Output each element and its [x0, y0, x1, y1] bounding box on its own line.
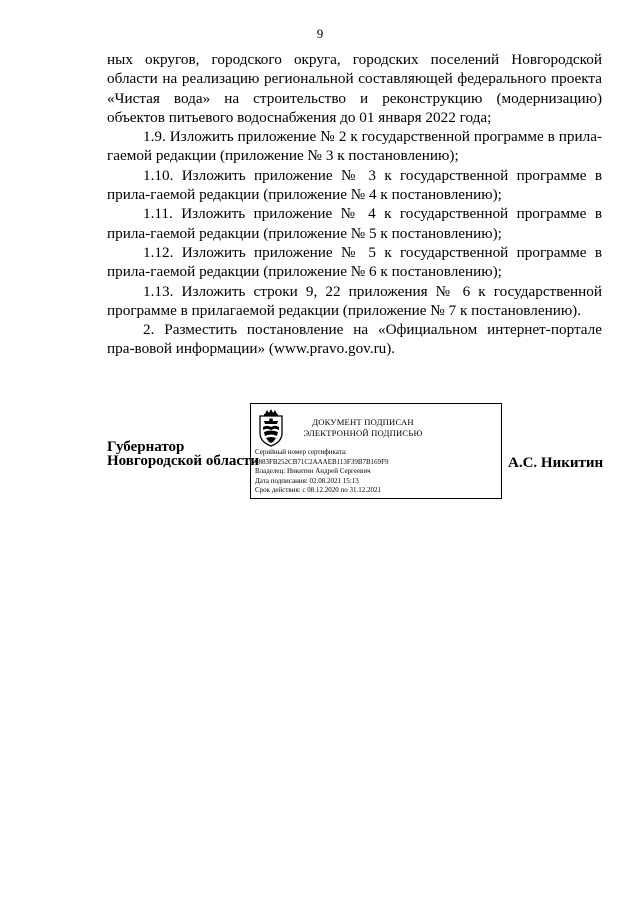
- stamp-owner: Владелец: Никитин Андрей Сергеевич: [255, 467, 371, 476]
- signer-position-line1: Губернатор: [107, 439, 185, 455]
- paragraph-2: 2. Разместить постановление на «Официальном интернет-портале пра-вовой информации» (www.pravo.gov.ru).: [107, 321, 602, 358]
- stamp-title-line2: ЭЛЕКТРОННОЙ ПОДПИСЬЮ: [303, 428, 423, 438]
- paragraph-1-10: 1.10. Изложить приложение № 3 к государственной программе в прила-гаемой редакции (приложение № 4 к постановлению);: [107, 166, 602, 204]
- stamp-validity: Срок действия: с 08.12.2020 по 31.12.2021: [255, 486, 381, 495]
- document-body: [107, 50, 602, 359]
- paragraph-1-13: 1.13. Изложить строки 9, 22 приложения № 6 к государственной программе в прилагаемой редакции (приложение № 7 к постановлению).: [107, 282, 602, 319]
- paragraph-1-9: 1.9. Изложить приложение № 2 к государственной программе в прила-гаемой редакции (приложение № 3 к постановлению);: [107, 128, 602, 165]
- stamp-serial-label: Серийный номер сертификата:: [255, 448, 347, 456]
- coat-of-arms-icon: [256, 409, 286, 449]
- stamp-title-line1: ДОКУМЕНТ ПОДПИСАН: [312, 417, 414, 427]
- paragraph-1-12: 1.12. Изложить приложение № 5 к государственной программе в прила-гаемой редакции (приложение № 6 к постановлению);: [107, 243, 602, 281]
- paragraph-1-11: 1.11. Изложить приложение № 4 к государственной программе в прила-гаемой редакции (приложение № 5 к постановлению);: [107, 205, 602, 242]
- signer-position-line2: Новгородской области: [107, 453, 260, 469]
- stamp-serial-value: 0883FB252CB71C2AAAEB113F39B7B169F9: [255, 457, 389, 466]
- signer-position: [107, 440, 259, 468]
- stamp-details: [255, 448, 389, 496]
- electronic-signature-stamp: [250, 403, 502, 499]
- signer-name: А.С. Никитин: [508, 455, 604, 471]
- stamp-title: [293, 417, 433, 439]
- page-number: 9: [316, 26, 324, 41]
- stamp-signed-date: Дата подписания: 02.08.2021 15:13: [255, 476, 359, 485]
- paragraph-continuation: ных округов, городского округа, городских поселений Новгородской области на реализацию региональной составляющей федерального проекта «Чистая вода» на строительство и реконструкцию (модернизацию) объектов питьевого водоснабжения до 01 января 2022 года;: [107, 51, 602, 126]
